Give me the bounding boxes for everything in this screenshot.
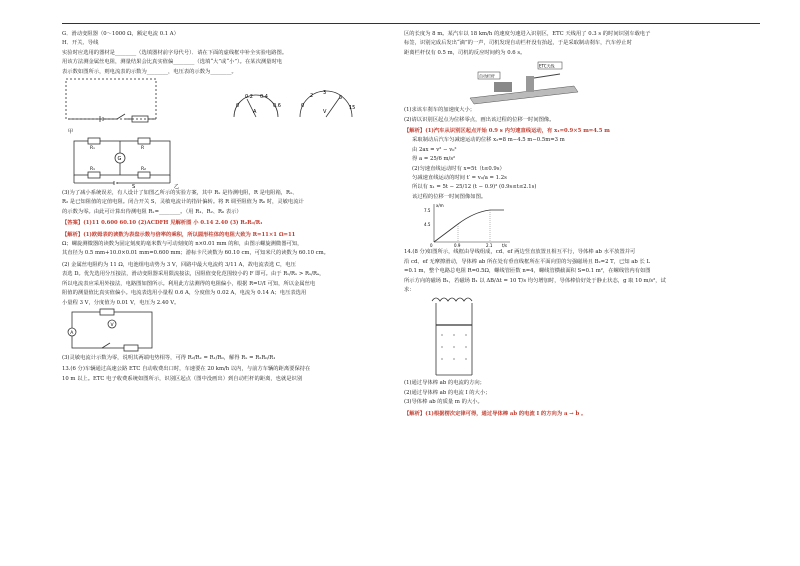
analysis-line — [404, 127, 749, 136]
top-rule — [62, 23, 760, 24]
text-line: (1)求该车刹车的加速度大小； — [404, 107, 476, 114]
analysis-line: 所以电流表应采用外接法，电路图如图所示。利用此方法测得的电阻偏小，根据 R=U/I 可知，所以金属丝电 — [62, 280, 316, 287]
text-line: (2)请以识别区起点为位移零点，画出该过程的位移一时间图像。 — [404, 116, 555, 123]
tick-label: 4.5 — [424, 222, 431, 228]
question-line: 14.(8 分)如图所示，线框由导线组成，cd、ef 两边竖直放置且相互平行，导体棒 ab 水平放置并可 — [404, 249, 636, 256]
etc-figure — [404, 58, 749, 106]
answer-circuit-figure — [62, 308, 392, 354]
analysis-line: Ω；螺旋测微器的读数为固定刻度的毫米数与可动刻度的 n×0.01 mm 的和，由图示螺旋测微器可知， — [62, 241, 303, 248]
sub-question: (1)通过导体棒 ab 的电流的方向； — [404, 380, 485, 387]
question-line: 求： — [404, 286, 415, 293]
circuit-label: S — [132, 184, 136, 190]
analysis-text: 【解析】(1)欧姆表的读数为表盘示数与倍率的乘积，所以圆形柱体的电阻大致为 R=11×1 Ω=11 — [62, 231, 296, 238]
sub-question: (2)通过导体棒 ab 的电流 I 的大小； — [404, 389, 491, 396]
text-line: 用该方法测金属丝电阻，测量结果会比真实值偏________（选填“大”或“小”）。在某次测量时电 — [62, 59, 283, 66]
axis-label: t/s — [502, 243, 507, 249]
dial-tick: 2 — [310, 93, 314, 100]
etc-label: ETC天线 — [539, 63, 555, 69]
question-line: 沿 cd、ef 无摩擦滑动，导体棒 ab 所在处有垂直线框所在平面向里的匀强磁场且 B₂=2 T，已知 ab 长 L — [404, 258, 650, 265]
analysis-line: 得 a = 25/6 m/s² — [412, 156, 456, 163]
figure-label: 乙 — [174, 184, 180, 190]
text-line: R₂ 是已知阻值的定值电阻。闭合开关 S，灵敏电流计的指针偏转。将 R 调至阻值为 R₀ 时，灵敏电流计 — [62, 199, 304, 206]
text-line: G．滑动变阻器（0～1000 Ω，额定电流 0.1 A） — [62, 31, 179, 37]
solenoid-figure — [404, 295, 749, 379]
dial-unit: V — [323, 109, 327, 116]
text-line: 表示数如图所示，则电流表的示数为________，电压表的示数为________。 — [62, 68, 237, 75]
circuit-label: R₂ — [141, 167, 146, 173]
tick-label: 2.1 — [486, 243, 493, 249]
analysis-line: 采取制动后汽车匀减速运动的位移 x₂=8 m−4.5 m−0.5m=3 m — [412, 137, 565, 144]
dial-tick: 0.2 — [245, 94, 253, 101]
answer-line: 【答案】(1)11 0.600 60.10 (2)ACDFH 见解析图 小 0.14 2.40 (3) R₂R₀/R₁ — [62, 220, 263, 227]
text-line: H．开关、导线 — [62, 40, 99, 47]
bridge-circuit-figure — [62, 137, 392, 189]
xt-graph — [424, 202, 514, 248]
analysis-line: 匀减速直线运动的时间 t′ = v₀/a = 1.2s — [412, 175, 507, 182]
text-line: 标签，识别完成后发出“滴”的一声，司机发现自动栏杆没有抬起，于是采取制动刹车，汽车停止时 — [404, 40, 632, 47]
dial-tick: 0 — [301, 103, 305, 110]
analysis-line — [62, 231, 392, 240]
right-column — [404, 30, 749, 419]
tick-label: 0 — [430, 243, 433, 249]
sub-question: (3)导体棒 ab 的质量 m 的大小。 — [404, 399, 483, 406]
analysis-line: (2) 金属丝电阻约为 11 Ω，电池组电动势为 3 V，回路中最大电流约 3/11 A，故电流表选 C，电压 — [62, 261, 296, 268]
meter-label: V — [110, 322, 114, 328]
dial-tick: 3 — [323, 90, 327, 97]
final-analysis — [404, 410, 749, 419]
question-line: =0.1 m，整个电路总电阻 R=0.5Ω，螺线管匝数 n=4，螺线管横截面积 S=0.1 m²，在螺线管内有如图 — [404, 268, 651, 275]
text-line: 区的长度为 8 m。某汽车以 18 km/h 的速度匀速进入识别区，ETC 天线用了 0.3 s 的时间识别车载电子 — [404, 31, 651, 37]
dial-tick: 5 — [339, 95, 343, 102]
galvanometer-label: G — [117, 156, 122, 163]
dial-unit: A — [253, 109, 257, 116]
tick-label: 7.5 — [424, 208, 431, 214]
bridge-circuit — [62, 137, 182, 189]
xt-graph-figure — [404, 202, 749, 248]
circuit-and-meters — [62, 77, 392, 137]
voltmeter-dial — [300, 90, 355, 117]
axis-label: x/m — [436, 203, 444, 209]
text-line: (3)为了减小系统误差，有人设计了如图乙所示的实验方案，其中 Rₓ 是待测电阻，R 是电阻箱，R₁、 — [62, 190, 298, 197]
analysis-text: 【解析】(1)根据楞次定律可得，通过导体棒 ab 的电流 I 的方向为 a → b 。 — [404, 410, 587, 417]
left-column — [62, 30, 392, 384]
circuit-label: R₁ — [90, 167, 95, 173]
analysis-line: (2)匀速直线运动时有 x=5t（t≤0.9s） — [412, 165, 505, 172]
tick-label: 0.9 — [454, 243, 461, 249]
analysis-line: 由 2ax = v² − v₀² — [412, 146, 457, 153]
answer-circuit — [62, 308, 172, 354]
question-line: 所示方向的磁场 B₁，若磁场 B₁ 以 ΔB/Δt = 10 T/s 均匀增加时，导体棒恰好处于静止状态，g 取 10 m/s²，试 — [404, 277, 666, 284]
circuit-label: Rₓ — [90, 146, 96, 152]
question-line: 10 m 以上。ETC 电子收费系统如图所示，识别区起点（图中没画出）到自动栏杆的距离，也就是识别 — [62, 375, 303, 382]
dial-tick: 0.6 — [273, 103, 281, 110]
meters-figure — [62, 77, 392, 137]
solenoid-frame — [424, 295, 504, 379]
analysis-line: 该过程的位移一时间图像如图。 — [412, 193, 487, 200]
analysis-line: 阻值的测量值比真实值偏小。电流表选用小量程 0.6 A，分度值为 0.02 A，电流为 0.14 A；电压表选用 — [62, 290, 307, 297]
ammeter-dial — [234, 94, 281, 117]
analysis-line: 其直径为 0.5 mm+10.0×0.01 mm=0.600 mm；游标卡尺读数为 60.10 cm，可知米尺的读数为 60.10 cm。 — [62, 250, 329, 257]
question-line: 13.(6 分)车辆通过高速公路 ETC 自动收费出口时，车速要在 20 km/h 以内，与前方车辆的距离要保持在 — [62, 366, 311, 373]
analysis-line: 表选 D。优先选用分压接法，滑动变阻器采用限流接法，因阻值变化范围较小的 F 即可。由于 Rᵥ/Rₓ > Rₓ/Rₐ， — [62, 271, 325, 278]
text-line: 距离栏杆仅有 0.5 m，司机的反应时间约为 0.6 s。 — [404, 49, 526, 56]
meter-label: A — [70, 330, 74, 336]
analysis-line: (3)灵敏电流计示数为零，说明其两端电势相等，可得 R₂/Rₓ = R₁/R₀，解得 Rₓ = R₂R₀/R₁ — [62, 354, 276, 361]
dial-tick: 0 — [236, 103, 240, 110]
etc-label: 自动栏杆 — [479, 73, 495, 79]
dial-tick: 0.4 — [260, 94, 268, 101]
figure-label: 甲 — [68, 129, 74, 136]
etc-illustration — [464, 58, 584, 106]
analysis-text: 【解析】(1)汽车从识别区起点开始 0.9 s 内匀速直线运动，有 x₁=0.9×5 m=4.5 m — [404, 128, 610, 135]
circuit-label: R — [141, 146, 145, 152]
analysis-line: 小量程 3 V，分度值为 0.01 V，电压为 2.40 V。 — [62, 299, 180, 306]
dashed-box — [66, 79, 156, 119]
analysis-line: 所以有 x₁ = 5t − 25/12 (t − 0.9)² (0.9s≤t≤2.1s) — [412, 184, 537, 191]
text-line: 的示数为零。由此可计算出待测电阻 Rₓ=________。（用 R₁、R₂、R₀ 表示） — [62, 208, 242, 215]
text-line: 实验时应选用的器材是________（选填器材前字母代号）．请在下面的虚线框中补全实验电路图。 — [62, 49, 288, 56]
dial-tick: 15 — [349, 105, 356, 112]
